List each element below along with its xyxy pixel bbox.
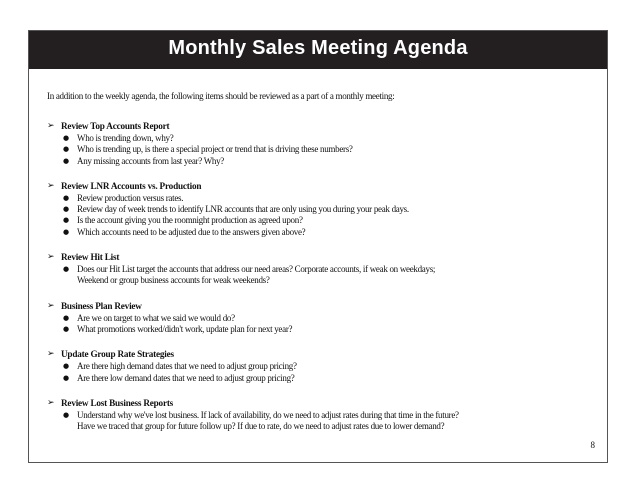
list-item-text: Are there high demand dates that we need to adjust group pricing? <box>77 361 297 372</box>
list-item-text: Is the account giving you the roomnight production as agreed upon? <box>77 215 303 226</box>
list-item-text: What promotions worked/didn't work, update plan for next year? <box>77 323 293 334</box>
title-bar <box>29 31 607 69</box>
section-item-list <box>47 313 597 336</box>
agenda-sections <box>47 120 597 432</box>
agenda-content <box>47 91 597 445</box>
agenda-section <box>47 397 597 433</box>
round-bullet-icon: ● <box>63 134 69 142</box>
agenda-section <box>47 300 597 336</box>
page-title: Monthly Sales Meeting Agenda <box>168 36 468 59</box>
list-item-text: Review day of week trends to identify LNR accounts that are only using you during your peak days. <box>77 204 409 215</box>
arrow-bullet-icon: ➢ <box>47 349 55 360</box>
arrow-bullet-icon: ➢ <box>47 180 55 191</box>
round-bullet-icon: ● <box>63 362 69 371</box>
list-item <box>63 313 597 324</box>
section-heading <box>47 348 597 360</box>
section-heading-text: Update Group Rate Strategies <box>61 349 174 360</box>
intro-text: In addition to the weekly agenda, the following items should be reviewed as a part of a monthly meeting: <box>47 91 395 101</box>
round-bullet-icon: ● <box>63 216 69 225</box>
round-bullet-icon: ● <box>63 156 69 165</box>
agenda-section <box>47 180 597 238</box>
agenda-section <box>47 251 597 287</box>
section-heading-text: Review Top Accounts Report <box>61 121 170 131</box>
round-bullet-icon: ● <box>63 313 69 322</box>
list-item-text: Are we on target to what we said we would do? <box>77 312 235 323</box>
arrow-bullet-icon: ➢ <box>47 252 55 263</box>
round-bullet-icon: ● <box>63 193 69 202</box>
section-item-list <box>47 193 597 238</box>
section-heading <box>47 397 597 409</box>
list-item <box>63 133 597 144</box>
round-bullet-icon: ● <box>63 324 69 333</box>
list-item-text: Review production versus rates. <box>77 192 184 203</box>
agenda-section <box>47 348 597 384</box>
list-item <box>63 204 597 215</box>
section-heading-text: Review Hit List <box>61 252 120 263</box>
arrow-bullet-icon: ➢ <box>47 397 55 408</box>
page-number: 8 <box>590 440 595 450</box>
list-item-text: Who is trending up, is there a special project or trend that is driving these numbers? <box>77 144 353 155</box>
section-heading-text: Business Plan Review <box>61 300 142 311</box>
round-bullet-icon: ● <box>63 373 69 382</box>
round-bullet-icon: ● <box>63 265 69 274</box>
round-bullet-icon: ● <box>63 227 69 236</box>
round-bullet-icon: ● <box>63 145 69 154</box>
list-item <box>63 215 597 226</box>
round-bullet-icon: ● <box>63 205 69 214</box>
list-item-text: Does our Hit List target the accounts that address our need areas? Corporate accounts, if weak on weekdays; Weekend or group business accounts for weak weekends? <box>77 264 436 286</box>
slide-frame <box>28 30 608 463</box>
section-heading-text: Review Lost Business Reports <box>61 397 174 408</box>
list-item-text: Which accounts need to be adjusted due to the answers given above? <box>77 226 306 237</box>
list-item-text: Understand why we've lost business. If lack of availability, do we need to adjust rates during that time in the future? Have we traced that group for future follow up? If due to rate, do we need to adjust rates due to lower demand? <box>77 409 459 432</box>
list-item <box>63 264 597 287</box>
list-item <box>63 410 597 433</box>
list-item <box>63 373 597 384</box>
section-item-list <box>47 264 597 287</box>
section-item-list <box>47 361 597 384</box>
list-item-text: Who is trending down, why? <box>77 133 174 143</box>
arrow-bullet-icon: ➢ <box>47 121 55 131</box>
list-item <box>63 193 597 204</box>
list-item-text: Are there low demand dates that we need to adjust group pricing? <box>77 372 295 383</box>
round-bullet-icon: ● <box>63 410 69 419</box>
section-heading <box>47 120 597 132</box>
agenda-section <box>47 120 597 167</box>
section-heading-text: Review LNR Accounts vs. Production <box>61 180 202 191</box>
section-heading <box>47 300 597 312</box>
list-item <box>63 156 597 167</box>
section-heading <box>47 180 597 192</box>
section-item-list <box>47 133 597 167</box>
section-item-list <box>47 410 597 433</box>
section-heading <box>47 251 597 263</box>
list-item <box>63 144 597 155</box>
arrow-bullet-icon: ➢ <box>47 300 55 311</box>
list-item <box>63 227 597 238</box>
list-item <box>63 361 597 372</box>
list-item-text: Any missing accounts from last year? Why? <box>77 155 224 166</box>
list-item <box>63 324 597 335</box>
